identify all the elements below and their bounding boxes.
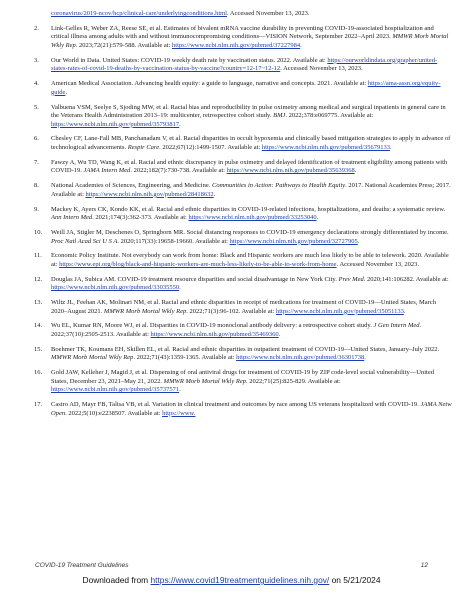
download-suffix: on 5/21/2024 bbox=[331, 575, 381, 585]
reference-text: . 2020;117(33):19658-19660. Available at: bbox=[117, 237, 230, 245]
reference-text: . 2022;182(7):730-738. Available at: bbox=[130, 167, 227, 175]
reference-text: Economic Policy Institute. Not everybody can work from home: Black and Hispanic workers are much less likely to be able to telework. 2020. Available at: bbox=[51, 252, 449, 268]
reference-item bbox=[34, 229, 452, 246]
reference-text: Chesley CF, Lane-Fall MB, Panchanadam V, et al. Racial disparities in occult hypoxemia and clinically based mitigation strategies to apply in advance of technological advancements. bbox=[51, 135, 451, 152]
reference-body bbox=[51, 346, 452, 363]
reference-link[interactable]: https://www.ncbi.nlm.nih.gov/pubmed/35469360 bbox=[150, 331, 279, 339]
reference-link[interactable]: https://www.ncbi.nlm.nih.gov/pubmed/37227984 bbox=[172, 41, 301, 49]
reference-link[interactable]: https://www.epi.org/blog/black-and-hispanic-workers-are-much-less-likely-to-be-able-to-work-from-home bbox=[59, 260, 337, 268]
reference-item bbox=[34, 104, 452, 130]
reference-link[interactable]: https://ourworldindata.org/grapher/united-states-rates-of-covid-19-deaths-by-vaccination-status-by-vaccine?country=12-17~12-12 bbox=[51, 56, 438, 73]
reference-text: . 2021;174(3):362-373. Available at: bbox=[92, 214, 189, 222]
reference-text: Boehmer TK, Koumans EH, Skillen EL, et al. Racial and ethnic disparities in outpatient treatment of COVID-19—United States, January–July 2022. bbox=[51, 345, 440, 353]
reference-number: 2. bbox=[34, 24, 39, 32]
journal-title: Proc Natl Acad Sci U S A bbox=[51, 237, 118, 245]
reference-text: . 2022;71(3):96-102. Available at: bbox=[186, 307, 276, 315]
reference-text: . 2022;71(43):1359-1365. Available at: bbox=[133, 354, 237, 362]
reference-text: . bbox=[390, 144, 392, 152]
reference-item bbox=[34, 322, 452, 339]
reference-text: . Accessed November 13, 2023. bbox=[280, 65, 363, 73]
reference-text: . 2020;141:106282. Available at: bbox=[363, 275, 449, 283]
reference-link[interactable]: https://ama-assn.org/equity-guide bbox=[51, 80, 441, 96]
reference-number: 16. bbox=[34, 369, 43, 377]
reference-text: . 2022;67(12):1499-1507. Available at: bbox=[159, 144, 262, 152]
reference-text: Wiltz JL, Feehan AK, Molinari NM, et al. Racial and ethnic disparities in receipt of medications for treatment of COVID-19—United States, March 2020–August 2021. bbox=[51, 299, 436, 315]
reference-link[interactable]: https://www.ncbi.nlm.nih.gov/pubmed/35737571 bbox=[51, 386, 180, 394]
reference-item bbox=[34, 159, 452, 176]
reference-link[interactable]: https://www.ncbi.nlm.nih.gov/pubmed/35793817 bbox=[51, 120, 180, 128]
reference-body bbox=[51, 182, 452, 199]
reference-text: . bbox=[179, 120, 181, 128]
reference-text: . Accessed November 13, 2023. bbox=[227, 10, 310, 17]
reference-text: . bbox=[316, 214, 319, 222]
reference-list bbox=[34, 10, 452, 425]
journal-title: Respir Care bbox=[127, 144, 160, 152]
reference-number: 10. bbox=[34, 228, 43, 236]
reference-text: . bbox=[300, 41, 302, 49]
reference-link[interactable]: https://www.ncbi.nlm.nih.gov/pubmed/33253040 bbox=[188, 214, 317, 222]
reference-text: . bbox=[179, 386, 181, 394]
reference-text: . 2017. National Academies Press; 2017. Available at: bbox=[51, 182, 451, 198]
reference-number: 6. bbox=[34, 135, 39, 143]
journal-title: BMJ bbox=[273, 112, 286, 120]
journal-title: J Gen Intern Med bbox=[373, 322, 420, 330]
journal-title: MMWR Morb Mortal Wkly Rep bbox=[51, 354, 134, 362]
reference-text: Fawzy A, Wu TD, Wang K, et al. Racial and ethnic discrepancy in pulse oximetry and delayed identification of treatment eligibility among patients with COVID-19. bbox=[51, 158, 448, 175]
reference-body bbox=[51, 25, 452, 51]
reference-link[interactable]: https://www.ncbi.nlm.nih.gov/pubmed/35679133 bbox=[261, 144, 390, 152]
journal-title: MMWR Morb Mortal Wkly Rep bbox=[51, 33, 449, 49]
reference-body bbox=[51, 401, 452, 418]
reference-item bbox=[34, 206, 452, 223]
reference-body bbox=[51, 369, 452, 395]
reference-text: . Accessed November 13, 2023. bbox=[336, 260, 420, 268]
reference-text: . bbox=[354, 167, 357, 175]
reference-text: Valbuena VSM, Seelye S, Sjoding MW, et al. Racial bias and reproducibility in pulse oximetry among medical and surgical inpatients in general care in the Veterans Health Administration 2013–19: multicenter, retrospective cohort study. bbox=[51, 103, 446, 120]
reference-text: . bbox=[403, 307, 406, 315]
reference-text: . 2022;5(10):e2238507. Available at: bbox=[65, 409, 163, 417]
reference-link[interactable]: https://www.ncbi.nlm.nih.gov/pubmed/28418632 bbox=[85, 190, 214, 198]
journal-title: JAMA Intern Med bbox=[83, 167, 131, 175]
reference-number: 7. bbox=[34, 158, 39, 166]
reference-number: 14. bbox=[34, 322, 43, 330]
download-link[interactable]: https://www.covid19treatmentguidelines.nih.gov/ bbox=[150, 575, 330, 585]
reference-body bbox=[51, 104, 452, 130]
reference-item bbox=[34, 276, 452, 293]
reference-link[interactable]: https://www.ncbi.nlm.nih.gov/pubmed/35051133 bbox=[276, 307, 404, 315]
reference-number: 8. bbox=[34, 182, 39, 190]
reference-text: Mackey K, Ayers CK, Kondo KK, et al. Racial and ethnic disparities in COVID-19-related infections, hospitalizations, and deaths: a systematic review. bbox=[51, 205, 446, 213]
reference-text: Wu EL, Kumar RN, Moore WJ, et al. Disparities in COVID-19 monoclonal antibody delivery: a retrospective cohort study. bbox=[51, 322, 374, 330]
reference-body bbox=[51, 252, 452, 269]
reference-text: National Academies of Sciences, Engineering, and Medicine. bbox=[51, 182, 213, 190]
reference-text: . bbox=[65, 88, 68, 96]
reference-body bbox=[51, 206, 452, 223]
reference-text: Weill JA, Stigler M, Deschenes O, Springborn MR. Social distancing responses to COVID-19 emergency declarations strongly differentiated by income. bbox=[51, 228, 449, 236]
reference-body bbox=[51, 80, 452, 97]
reference-number: 15. bbox=[34, 345, 43, 353]
footer-page-number: 12 bbox=[420, 562, 428, 569]
reference-item bbox=[34, 135, 452, 152]
journal-title: Prev Med bbox=[338, 275, 364, 283]
reference-link[interactable]: https://www.ncbi.nlm.nih.gov/pubmed/32727905 bbox=[229, 237, 358, 245]
journal-title: MMWR Morb Mortal Wkly Rep bbox=[103, 307, 187, 315]
reference-item bbox=[34, 299, 452, 316]
reference-text: Castro AD, Mayr FB, Talisa VB, et al. Variation in clinical treatment and outcomes by race among US veterans hospitalized with COVID-19. bbox=[51, 401, 421, 409]
journal-title: Ann Intern Med bbox=[51, 214, 93, 222]
reference-text: American Medical Association. Advancing health equity: a guide to language, narrative and concepts. 2021. Available at: bbox=[51, 80, 368, 88]
reference-text: . bbox=[278, 331, 281, 339]
reference-text: Link-Gelles R, Weber ZA, Reese SE, et al. Estimates of bivalent mRNA vaccine durability in preventing COVID-19-associated hospitalization and critical illness among adults with and without immunocompromising conditions—VISION Network, September 2022–April 2023. bbox=[51, 24, 434, 41]
reference-item bbox=[34, 182, 452, 199]
reference-number: 9. bbox=[34, 205, 39, 213]
reference-number: 3. bbox=[34, 56, 39, 64]
reference-body bbox=[51, 57, 452, 74]
reference-body bbox=[51, 229, 452, 246]
reference-text: Gold JAW, Kelleher J, Magid J, et al. Dispensing of oral antiviral drugs for treatment of COVID-19 by ZIP code-level social vulnerability—United States, December 23, 2021–May 21, 2022. bbox=[51, 369, 434, 385]
reference-number: 13. bbox=[34, 299, 43, 307]
reference-number: 12. bbox=[34, 275, 43, 283]
journal-title: JAMA Netw Open bbox=[51, 401, 452, 417]
reference-body bbox=[51, 299, 452, 316]
reference-text: . 2022;378:e069775. Available at: bbox=[285, 112, 374, 120]
download-prefix: Downloaded from bbox=[82, 575, 149, 585]
reference-text: . bbox=[364, 354, 366, 362]
reference-item bbox=[34, 252, 452, 269]
reference-item bbox=[34, 80, 452, 97]
footer-guideline-title: COVID-19 Treatment Guidelines bbox=[35, 562, 129, 569]
reference-items bbox=[34, 25, 452, 419]
reference-body bbox=[51, 135, 452, 152]
reference-continuation bbox=[34, 10, 452, 19]
reference-item bbox=[34, 25, 452, 51]
journal-title: Communities in Action: Pathways to Health Equity bbox=[212, 182, 346, 190]
reference-link[interactable]: coronavirus/2019-ncov/hcp/clinical-care/underlyingconditions.html bbox=[51, 10, 227, 17]
reference-link[interactable]: https://www.ncbi.nlm.nih.gov/pubmed/35639368 bbox=[226, 167, 355, 175]
reference-number: 17. bbox=[34, 401, 43, 409]
reference-number: 11. bbox=[34, 252, 42, 260]
reference-item bbox=[34, 369, 452, 395]
reference-text: . 2022;71(25):825-829. Available at: bbox=[245, 377, 341, 385]
reference-link[interactable]: https://www.ncbi.nlm.nih.gov/pubmed/33035550 bbox=[51, 284, 180, 292]
reference-text: Douglas JA, Subica AM. COVID-19 treatment resource disparities and social disadvantage in New York City. bbox=[51, 275, 339, 283]
reference-link[interactable]: https://www. bbox=[162, 409, 196, 417]
reference-number: 5. bbox=[34, 103, 39, 111]
reference-body bbox=[51, 276, 452, 293]
reference-link[interactable]: https://www.ncbi.nlm.nih.gov/pubmed/36301738 bbox=[236, 354, 365, 362]
reference-text: Our World in Data. United States: COVID-19 weekly death rate by vaccination status. 2022. Available at: bbox=[51, 56, 328, 64]
reference-body bbox=[51, 159, 452, 176]
reference-text: . 2022;37(10):2505-2513. Available at: bbox=[51, 322, 422, 339]
reference-item bbox=[34, 346, 452, 363]
reference-number: 4. bbox=[34, 80, 39, 88]
reference-text: . 2023;72(21):579-588. Available at: bbox=[75, 41, 173, 49]
reference-text: . bbox=[357, 237, 360, 245]
journal-title: MMWR Morb Mortal Wkly Rep bbox=[163, 377, 246, 385]
reference-text: . bbox=[213, 190, 216, 198]
reference-text: . bbox=[179, 284, 181, 292]
reference-item bbox=[34, 57, 452, 74]
reference-item bbox=[34, 401, 452, 418]
reference-body bbox=[51, 322, 452, 339]
download-notice bbox=[0, 575, 463, 585]
